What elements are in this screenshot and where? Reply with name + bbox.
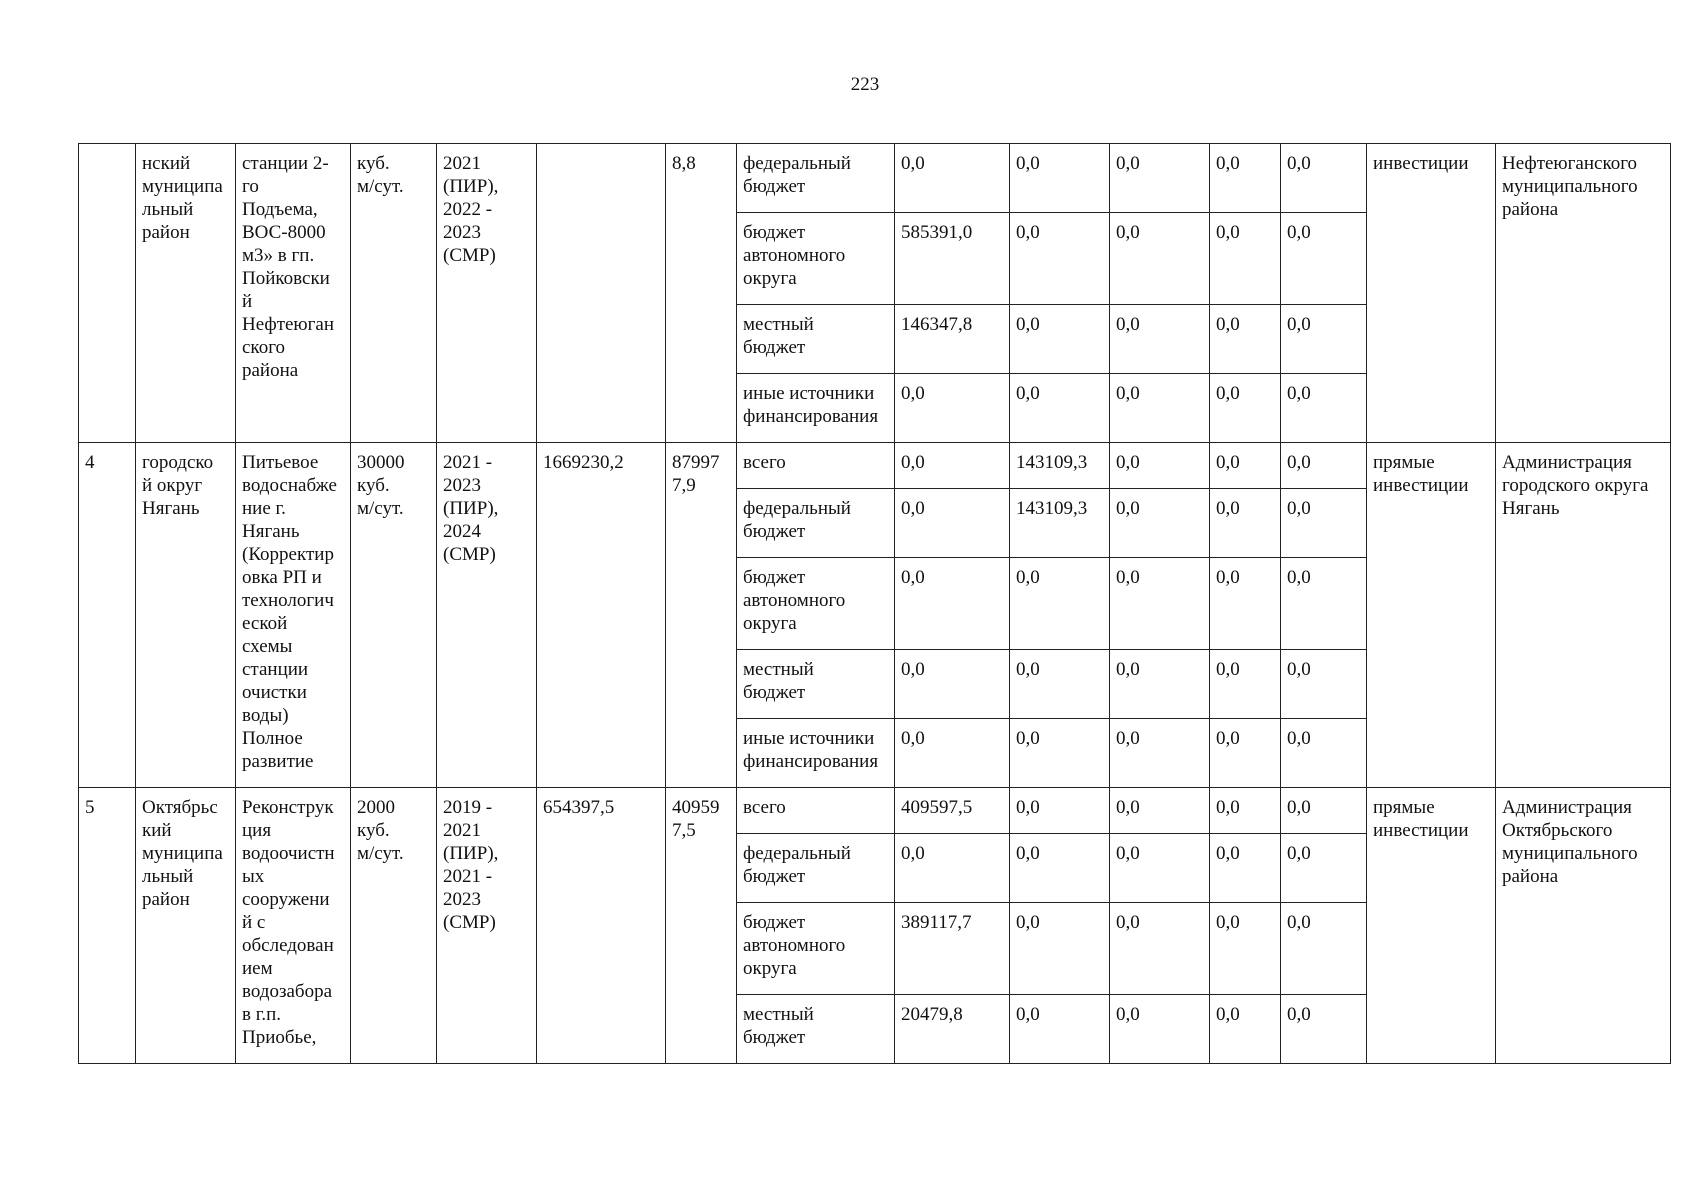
funding-value-cell: 0,0 bbox=[1010, 788, 1110, 834]
funding-value-cell: 0,0 bbox=[1281, 144, 1367, 213]
funding-value-cell: 0,0 bbox=[1210, 374, 1281, 443]
funding-value-cell: 0,0 bbox=[1010, 144, 1110, 213]
funding-value-cell: 146347,8 bbox=[895, 305, 1010, 374]
funding-source-cell: местный бюджет bbox=[737, 650, 895, 719]
funding-value-cell: 0,0 bbox=[1281, 903, 1367, 995]
funding-value-cell: 0,0 bbox=[1110, 443, 1210, 489]
funding-value-cell: 0,0 bbox=[1281, 719, 1367, 788]
executor-cell: Администрация Октябрьского муниципального района bbox=[1496, 788, 1671, 1064]
funding-source-cell: иные источники финансирования bbox=[737, 374, 895, 443]
funding-source-cell: местный бюджет bbox=[737, 305, 895, 374]
funding-value-cell: 0,0 bbox=[1281, 558, 1367, 650]
funding-value-cell: 585391,0 bbox=[895, 213, 1010, 305]
period-cell: 2021 - 2023 (ПИР), 2024 (СМР) bbox=[437, 443, 537, 788]
funding-value-cell: 0,0 bbox=[1281, 374, 1367, 443]
funding-value-cell: 0,0 bbox=[1210, 443, 1281, 489]
funding-value-cell: 0,0 bbox=[1110, 144, 1210, 213]
remaining-cost-cell: 87997 7,9 bbox=[666, 443, 737, 788]
object-name-cell: Реконструк ция водоочистн ых сооружени й с обследован ием водозабора в г.п. Приобье, bbox=[236, 788, 351, 1064]
remaining-cost-cell: 8,8 bbox=[666, 144, 737, 443]
funding-value-cell: 0,0 bbox=[1010, 834, 1110, 903]
municipality-cell: городско й округ Нягань bbox=[136, 443, 236, 788]
table-row bbox=[79, 788, 1671, 834]
funding-value-cell: 0,0 bbox=[1210, 788, 1281, 834]
row-number: 5 bbox=[79, 788, 136, 1064]
funding-value-cell: 0,0 bbox=[1281, 995, 1367, 1064]
funding-source-cell: местный бюджет bbox=[737, 995, 895, 1064]
funding-source-cell: всего bbox=[737, 788, 895, 834]
investment-type-cell: прямые инвестиции bbox=[1367, 788, 1496, 1064]
funding-source-cell: федеральный бюджет bbox=[737, 144, 895, 213]
funding-value-cell: 0,0 bbox=[1010, 650, 1110, 719]
funding-source-cell: федеральный бюджет bbox=[737, 834, 895, 903]
funding-value-cell: 0,0 bbox=[895, 834, 1010, 903]
funding-value-cell: 0,0 bbox=[1210, 558, 1281, 650]
cost-cell: 1669230,2 bbox=[537, 443, 666, 788]
funding-value-cell: 0,0 bbox=[1210, 719, 1281, 788]
funding-source-cell: всего bbox=[737, 443, 895, 489]
funding-value-cell: 0,0 bbox=[1110, 374, 1210, 443]
funding-value-cell: 0,0 bbox=[1010, 903, 1110, 995]
municipality-cell: нский муниципа льный район bbox=[136, 144, 236, 443]
funding-value-cell: 0,0 bbox=[1110, 719, 1210, 788]
capacity-cell: куб. м/сут. bbox=[351, 144, 437, 443]
budget-table bbox=[78, 143, 1671, 1064]
cost-cell: 654397,5 bbox=[537, 788, 666, 1064]
funding-value-cell: 0,0 bbox=[1210, 995, 1281, 1064]
funding-value-cell: 0,0 bbox=[895, 558, 1010, 650]
funding-source-cell: бюджет автономного округа bbox=[737, 903, 895, 995]
investment-type-cell: прямые инвестиции bbox=[1367, 443, 1496, 788]
funding-value-cell: 0,0 bbox=[1010, 558, 1110, 650]
funding-value-cell: 0,0 bbox=[1210, 305, 1281, 374]
funding-value-cell: 0,0 bbox=[1210, 650, 1281, 719]
investment-type-cell: инвестиции bbox=[1367, 144, 1496, 443]
funding-value-cell: 389117,7 bbox=[895, 903, 1010, 995]
object-name-cell: станции 2- го Подъема, ВОС-8000 м3» в гп. Пойковски й Нефтеюган ского района bbox=[236, 144, 351, 443]
funding-value-cell: 0,0 bbox=[1110, 788, 1210, 834]
funding-source-cell: бюджет автономного округа bbox=[737, 558, 895, 650]
period-cell: 2019 - 2021 (ПИР), 2021 - 2023 (СМР) bbox=[437, 788, 537, 1064]
funding-value-cell: 0,0 bbox=[895, 489, 1010, 558]
funding-source-cell: федеральный бюджет bbox=[737, 489, 895, 558]
funding-value-cell: 0,0 bbox=[1281, 213, 1367, 305]
funding-value-cell: 0,0 bbox=[1010, 213, 1110, 305]
cost-cell bbox=[537, 144, 666, 443]
funding-value-cell: 0,0 bbox=[1210, 489, 1281, 558]
funding-value-cell: 20479,8 bbox=[895, 995, 1010, 1064]
table-row bbox=[79, 144, 1671, 213]
funding-value-cell: 0,0 bbox=[1110, 650, 1210, 719]
table-row bbox=[79, 443, 1671, 489]
funding-value-cell: 0,0 bbox=[895, 443, 1010, 489]
funding-value-cell: 0,0 bbox=[895, 650, 1010, 719]
remaining-cost-cell: 40959 7,5 bbox=[666, 788, 737, 1064]
funding-value-cell: 0,0 bbox=[895, 144, 1010, 213]
object-name-cell: Питьевое водоснабже ние г. Нягань (Корректир овка РП и технологич еской схемы станции очистки воды) Полное развитие bbox=[236, 443, 351, 788]
period-cell: 2021 (ПИР), 2022 - 2023 (СМР) bbox=[437, 144, 537, 443]
funding-value-cell: 0,0 bbox=[1110, 558, 1210, 650]
funding-value-cell: 0,0 bbox=[1110, 834, 1210, 903]
funding-value-cell: 0,0 bbox=[895, 374, 1010, 443]
funding-value-cell: 0,0 bbox=[1281, 650, 1367, 719]
funding-value-cell: 0,0 bbox=[1281, 489, 1367, 558]
funding-value-cell: 0,0 bbox=[1210, 903, 1281, 995]
funding-value-cell: 0,0 bbox=[1110, 213, 1210, 305]
funding-value-cell: 0,0 bbox=[1010, 719, 1110, 788]
municipality-cell: Октябрьс кий муниципа льный район bbox=[136, 788, 236, 1064]
executor-cell: Нефтеюганского муниципального района bbox=[1496, 144, 1671, 443]
funding-value-cell: 0,0 bbox=[1210, 144, 1281, 213]
funding-value-cell: 0,0 bbox=[1110, 489, 1210, 558]
funding-value-cell: 0,0 bbox=[1281, 834, 1367, 903]
funding-value-cell: 0,0 bbox=[1010, 995, 1110, 1064]
funding-value-cell: 143109,3 bbox=[1010, 443, 1110, 489]
funding-value-cell: 0,0 bbox=[1010, 374, 1110, 443]
funding-value-cell: 0,0 bbox=[1210, 213, 1281, 305]
funding-value-cell: 0,0 bbox=[1110, 995, 1210, 1064]
funding-value-cell: 0,0 bbox=[1281, 443, 1367, 489]
funding-value-cell: 0,0 bbox=[1210, 834, 1281, 903]
funding-value-cell: 0,0 bbox=[1010, 305, 1110, 374]
funding-value-cell: 0,0 bbox=[1110, 903, 1210, 995]
funding-value-cell: 0,0 bbox=[1110, 305, 1210, 374]
funding-value-cell: 409597,5 bbox=[895, 788, 1010, 834]
executor-cell: Администрация городского округа Нягань bbox=[1496, 443, 1671, 788]
funding-value-cell: 0,0 bbox=[895, 719, 1010, 788]
funding-value-cell: 0,0 bbox=[1281, 788, 1367, 834]
row-number bbox=[79, 144, 136, 443]
funding-value-cell: 143109,3 bbox=[1010, 489, 1110, 558]
funding-source-cell: бюджет автономного округа bbox=[737, 213, 895, 305]
page-number: 223 bbox=[850, 74, 880, 95]
funding-value-cell: 0,0 bbox=[1281, 305, 1367, 374]
capacity-cell: 30000 куб. м/сут. bbox=[351, 443, 437, 788]
capacity-cell: 2000 куб. м/сут. bbox=[351, 788, 437, 1064]
row-number: 4 bbox=[79, 443, 136, 788]
funding-source-cell: иные источники финансирования bbox=[737, 719, 895, 788]
